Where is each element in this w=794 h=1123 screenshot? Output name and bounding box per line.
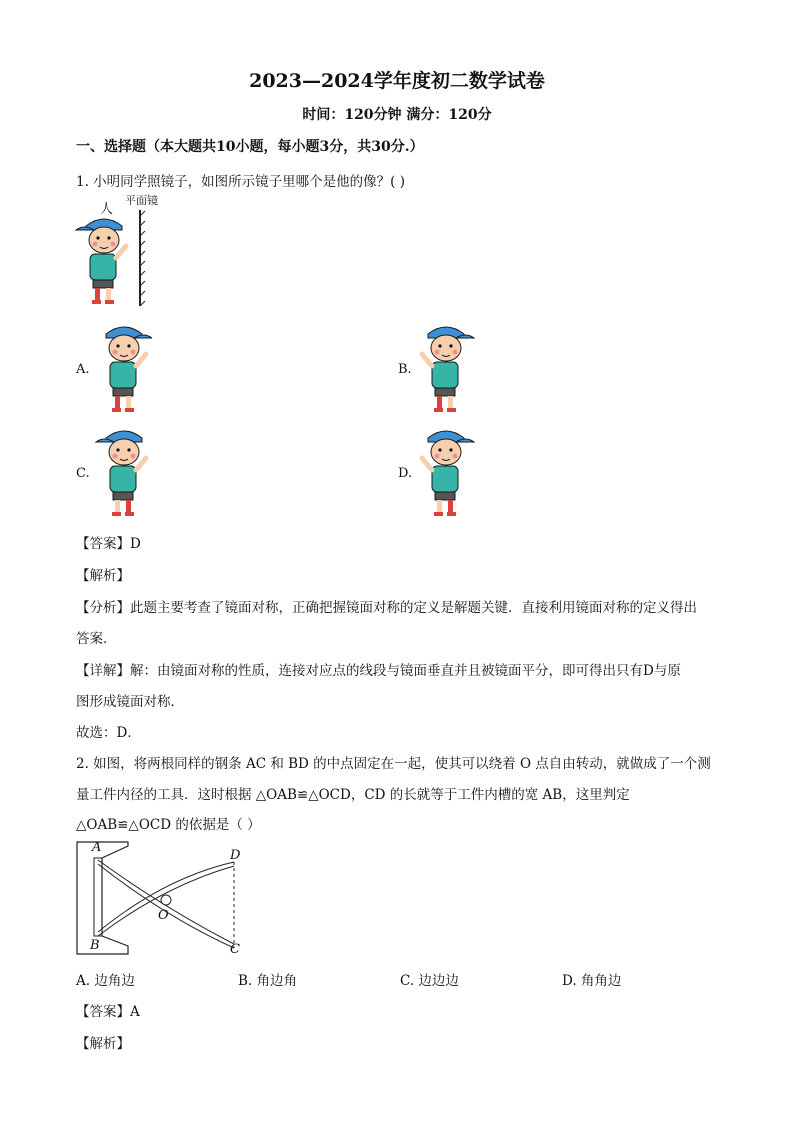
boy-option-c-icon (92, 426, 152, 518)
page-title: 2023—2024学年度初二数学试卷 (249, 70, 545, 92)
boy-option-b-icon (414, 322, 478, 414)
person-label: 人 (100, 202, 114, 217)
q2-stem-line-1: 2. 如图，将两根同样的钢条 AC 和 BD 的中点固定在一起，使其可以绕着 O 点自由转动，就做成了一个测 (76, 756, 711, 772)
q1-figure (74, 192, 174, 310)
q1-choice: 故选：D． (76, 725, 141, 741)
caliper-diagram (74, 838, 254, 960)
q2-option-c: C. 边边边 (400, 973, 459, 989)
point-c-label: C (230, 942, 240, 957)
person-with-mirror-drawing (74, 206, 174, 310)
boy-option-a-icon (92, 322, 152, 414)
q2-analysis-heading: 【解析】 (76, 1036, 130, 1052)
q1-analysis-line-2: 答案． (76, 631, 117, 647)
section-heading: 一、选择题（本大题共10小题，每小题3分，共30分.） (76, 139, 424, 155)
q1-analysis-heading: 【解析】 (76, 568, 130, 584)
q2-stem-line-3: △OAB≌△OCD 的依据是（ ） (76, 817, 261, 833)
boy-option-d-icon (414, 426, 478, 518)
q1-stem: 1. 小明同学照镜子，如图所示镜子里哪个是他的像？( ) (76, 174, 405, 190)
point-o-label: O (158, 908, 169, 923)
q2-option-a: A. 边角边 (76, 973, 135, 989)
q1-detail-line-2: 图形成镜面对称． (76, 694, 184, 710)
q1-option-c-letter: C. (76, 466, 90, 481)
q1-analysis-line-1: 【分析】此题主要考查了镜面对称，正确把握镜面对称的定义是解题关键．直接利用镜面对称的定义得出 (76, 600, 697, 616)
mirror-label: 平面镜 (125, 194, 158, 207)
q2-stem-line-2: 量工件内径的工具．这时根据 △OAB≌△OCD，CD 的长就等于工件内槽的宽 AB，这里判定 (76, 787, 630, 803)
q2-figure (74, 838, 254, 960)
q1-detail-line-1: 【详解】解：由镜面对称的性质，连接对应点的线段与镜面垂直并且被镜面平分，即可得出只有D与原 (76, 663, 681, 679)
q1-option-b-letter: B. (398, 362, 412, 377)
point-a-label: A (92, 840, 102, 855)
q1-option-d-letter: D. (398, 466, 413, 481)
q2-option-d: D. 角角边 (562, 973, 622, 989)
q1-answer: 【答案】D (76, 536, 141, 552)
exam-info: 时间：120分钟 满分：120分 (302, 107, 492, 123)
point-b-label: B (90, 938, 100, 953)
q2-option-b: B. 角边角 (238, 973, 298, 989)
q1-option-a-letter: A. (76, 362, 90, 377)
q2-answer: 【答案】A (76, 1004, 140, 1020)
point-d-label: D (230, 848, 241, 863)
